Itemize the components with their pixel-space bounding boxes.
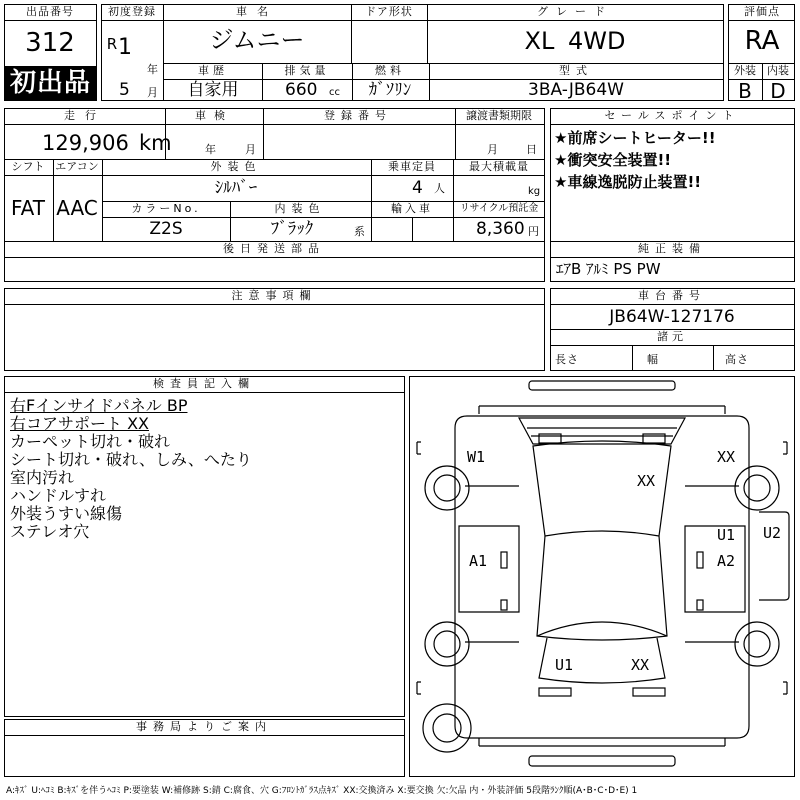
- damage-mark: U1: [555, 656, 574, 674]
- lot-number: 312: [25, 28, 75, 58]
- inspector-line: 右コアサポート XX: [10, 414, 150, 433]
- ac-label: エアコン: [55, 160, 99, 173]
- first-listing-badge: 初出品: [5, 66, 96, 100]
- history: 自家用: [187, 80, 239, 100]
- shift-label: シフト: [11, 160, 45, 173]
- damage-mark: W1: [467, 448, 486, 466]
- inspector-line: 右Fインサイドパネル BP: [10, 396, 188, 415]
- displacement-label: 排気量: [284, 64, 330, 77]
- recycle-unit: 円: [528, 225, 540, 238]
- transfer-day-unit: 日: [526, 143, 538, 156]
- recycle-label: リサイクル預託金: [459, 203, 539, 214]
- equipment: ｴｱB ｱﾙﾐ PS PW: [556, 260, 661, 278]
- grade-label: グレード: [537, 5, 613, 18]
- load-unit: kg: [528, 186, 541, 197]
- sales-point: ★車線逸脱防止装置!!: [554, 173, 702, 191]
- capacity-unit: 人: [434, 182, 446, 195]
- score: RA: [744, 26, 780, 56]
- fuel: ｶﾞｿﾘﾝ: [368, 80, 412, 100]
- inspector-line: ステレオ穴: [10, 522, 90, 541]
- year-unit: 年: [147, 63, 159, 76]
- car-name: ジムニー: [209, 26, 305, 54]
- color-no-label: カラーNo.: [131, 202, 201, 215]
- shift: FAT: [10, 196, 46, 220]
- damage-mark: A2: [717, 552, 736, 570]
- sales-points-label: セールスポイント: [604, 109, 740, 122]
- era: R: [106, 35, 118, 53]
- office-label: 事務局よりご案内: [136, 720, 272, 733]
- inspector-line: ハンドルすれ: [10, 486, 107, 505]
- caution-label: 注意事項欄: [231, 289, 317, 302]
- sales-point: ★衝突安全装置!!: [554, 151, 672, 169]
- import-label: 輸入車: [391, 202, 433, 215]
- interior-color-suffix: 系: [354, 225, 366, 238]
- recycle: 8,360: [476, 219, 525, 239]
- body-color: ｼﾙﾊﾞｰ: [214, 178, 258, 198]
- width-label: 幅: [647, 353, 659, 366]
- inspector-line: カーペット切れ・破れ: [10, 432, 171, 451]
- displacement: 660: [285, 80, 318, 100]
- load-label: 最大積載量: [469, 160, 529, 173]
- door-label: ドア形状: [365, 5, 413, 18]
- mileage-label: 走行: [64, 109, 106, 122]
- fuel-label: 燃料: [375, 64, 405, 77]
- inspection-label: 車検: [195, 109, 233, 122]
- inspector-label: 検査員記入欄: [153, 377, 255, 390]
- model-code-label: 型式: [559, 64, 593, 77]
- equipment-label: 純正装備: [638, 242, 706, 255]
- car-diagram: [409, 376, 795, 777]
- inspector-line: 室内汚れ: [10, 468, 75, 487]
- reg-month: 5: [119, 80, 130, 100]
- capacity-label: 乗車定員: [388, 160, 436, 173]
- inspection-month-unit: 月: [245, 143, 257, 156]
- first-reg-label: 初度登録: [108, 5, 156, 18]
- inspector-line: シート切れ・破れ、しみ、へたり: [10, 450, 252, 469]
- ac: AAC: [56, 196, 98, 220]
- damage-mark: XX: [637, 472, 656, 490]
- legend: A:ｷｽﾞ U:ﾍｺﾐ B:ｷｽﾞを伴うﾍｺﾐ P:要塗装 W:補修跡 S:錆 C:腐食、穴 G:ﾌﾛﾝﾄｶﾞﾗｽ点ｷｽﾞ XX:交換済み X:要交換 欠:欠品 内・外装評価 5段階ﾗﾝｸ順(A･B･C･D･E) 1: [6, 786, 638, 796]
- inspection-year-unit: 年: [205, 143, 217, 156]
- score-label: 評価点: [744, 5, 780, 18]
- height-label: 高さ: [725, 353, 749, 366]
- month-unit: 月: [147, 86, 159, 99]
- exterior-grade: B: [738, 79, 752, 103]
- interior-grade-label: 内装: [767, 64, 789, 77]
- later-parts-label: 後日発送部品: [223, 242, 325, 255]
- dims-label: 諸元: [657, 330, 687, 343]
- model-code: 3BA-JB64W: [528, 80, 624, 100]
- displacement-unit: cc: [329, 87, 340, 98]
- damage-mark: A1: [469, 552, 488, 570]
- color-no: Z2S: [149, 219, 183, 239]
- grade: XL 4WD: [524, 27, 626, 55]
- transfer-label: 譲渡書類期限: [466, 109, 532, 122]
- damage-mark: U2: [763, 524, 782, 542]
- plate-label: 登録番号: [324, 109, 392, 122]
- sales-point: ★前席シートヒーター!!: [554, 129, 716, 147]
- length-label: 長さ: [555, 353, 579, 366]
- interior-color: ﾌﾞﾗｯｸ: [270, 219, 314, 239]
- damage-mark: XX: [717, 448, 736, 466]
- inspector-line: 外装うすい線傷: [10, 504, 123, 523]
- mileage: 129,906: [42, 131, 129, 155]
- interior-grade: D: [770, 79, 786, 103]
- capacity: 4: [412, 178, 423, 198]
- damage-mark: U1: [717, 526, 736, 544]
- car-name-label: 車名: [236, 5, 278, 18]
- damage-mark: XX: [631, 656, 650, 674]
- transfer-month-unit: 月: [487, 143, 499, 156]
- chassis-number: JB64W-127176: [609, 307, 735, 327]
- chassis-label: 車台番号: [638, 289, 706, 302]
- exterior-grade-label: 外装: [734, 64, 756, 77]
- reg-year: 1: [118, 35, 132, 60]
- lot-number-label: 出品番号: [26, 5, 74, 18]
- body-color-label: 外装色: [210, 160, 262, 173]
- mileage-unit: km: [139, 131, 172, 155]
- interior-color-label: 内装色: [274, 202, 326, 215]
- history-label: 車歴: [198, 64, 228, 77]
